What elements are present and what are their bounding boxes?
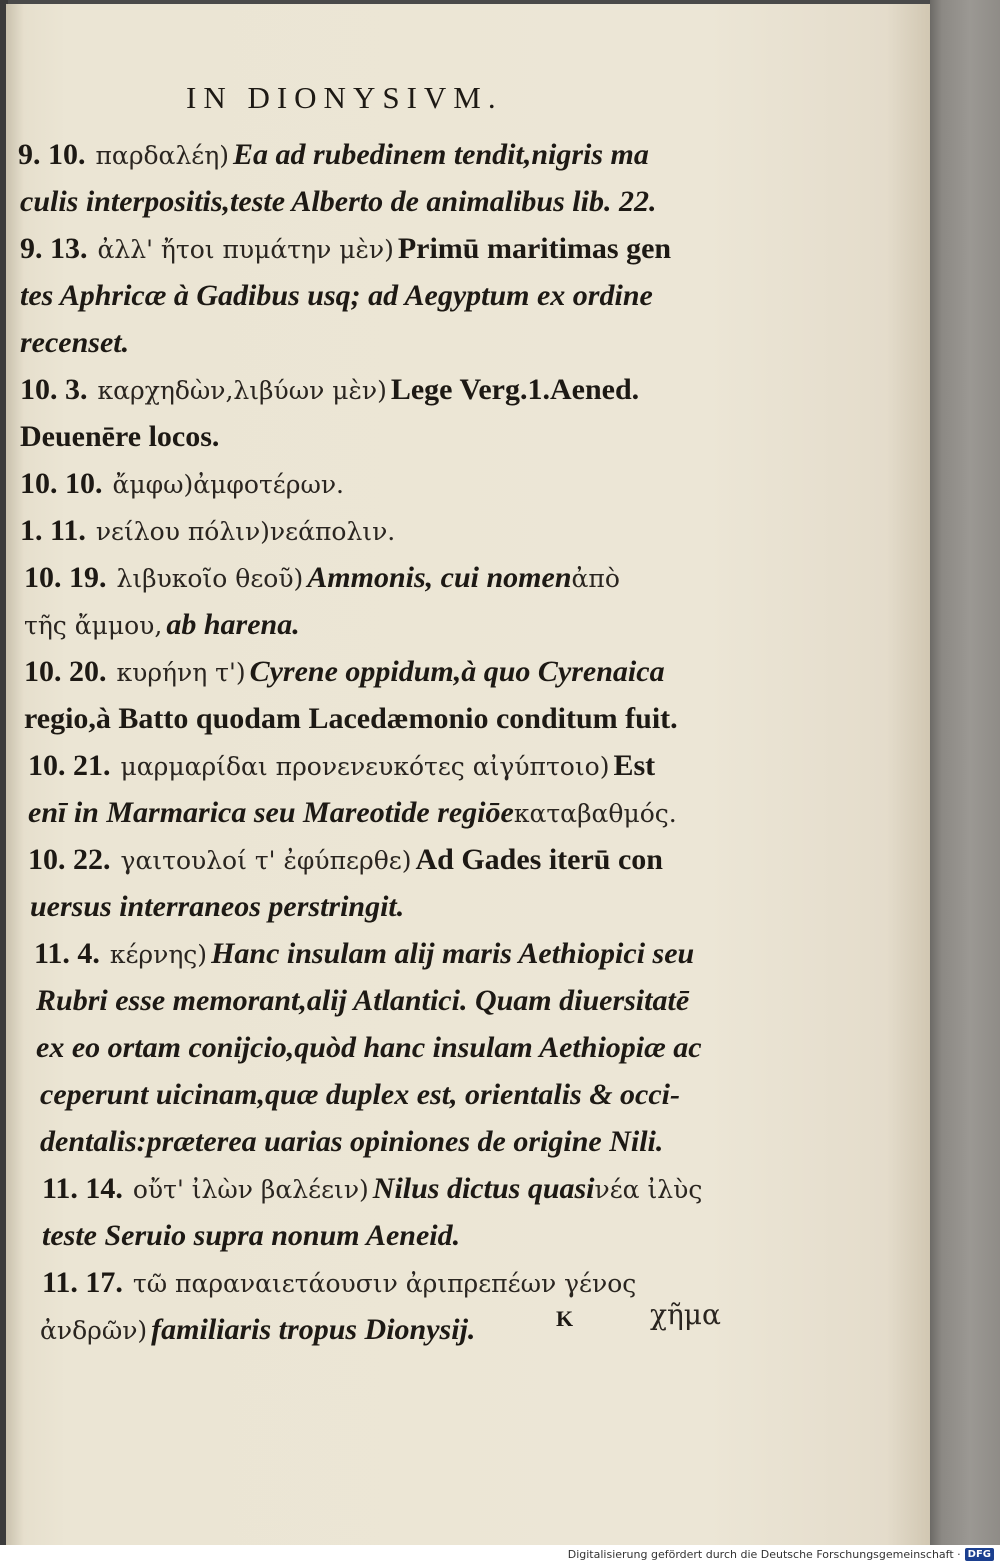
greek-lemma: ἄμφω)ἀμφοτέρων. bbox=[112, 470, 344, 499]
text-line bbox=[42, 1219, 460, 1253]
catchword: χῆμα bbox=[650, 1298, 721, 1331]
latin-gloss: Cyrene oppidum,à quo Cyrenaica bbox=[249, 655, 665, 688]
text-line bbox=[24, 702, 678, 736]
line-number: 10. 10. bbox=[20, 467, 103, 500]
roman-gloss: Primū maritimas gen bbox=[397, 232, 672, 265]
text-line bbox=[42, 1172, 706, 1206]
latin-gloss: enī in Marmarica seu Mareotide regiōe bbox=[28, 796, 514, 829]
text-line bbox=[28, 796, 681, 830]
latin-gloss: tes Aphricæ à Gadibus usq; ad Aegyptum ex ordine bbox=[20, 279, 653, 312]
line-number: 9. 10. bbox=[18, 138, 86, 171]
line-number: 11. 14. bbox=[42, 1172, 123, 1205]
latin-gloss: recenset. bbox=[20, 326, 130, 359]
line-number: 11. 17. bbox=[42, 1266, 123, 1299]
greek-lemma: οὔτ' ἰλὼν βαλέειν) bbox=[132, 1175, 369, 1204]
text-line bbox=[42, 1266, 640, 1300]
greek-lemma: μαρμαρίδαι προνενευκότες αἰγύπτοιο) bbox=[120, 752, 610, 781]
greek-lemma: κέρνης) bbox=[109, 940, 208, 969]
text-line bbox=[20, 232, 671, 266]
page-edge bbox=[930, 0, 1000, 1545]
line-number: 11. 4. bbox=[34, 937, 100, 970]
line-number: 10. 22. bbox=[28, 843, 111, 876]
latin-gloss: Hanc insulam alij maris Aethiopici seu bbox=[211, 937, 695, 970]
latin-gloss: Ammonis, cui nomen bbox=[307, 561, 572, 594]
text-line bbox=[30, 890, 404, 924]
running-header: IN DIONYSIVM. bbox=[186, 80, 503, 115]
text-line bbox=[36, 1031, 702, 1065]
text-line bbox=[34, 937, 694, 971]
greek-lemma: λιβυκοῖο θεοῦ) bbox=[116, 564, 304, 593]
text-line bbox=[20, 420, 219, 454]
text-line bbox=[20, 514, 399, 548]
text-line bbox=[18, 138, 649, 172]
line-number: 1. 11. bbox=[20, 514, 86, 547]
latin-gloss: uersus interraneos perstringit. bbox=[30, 890, 405, 923]
signature-mark: K bbox=[556, 1306, 574, 1331]
greek-lemma: τῶ παραναιετάουσιν ἀριπρεπέων γένος bbox=[132, 1269, 637, 1298]
line-number: 10. 20. bbox=[24, 655, 107, 688]
latin-gloss: culis interpositis,teste Alberto de animalibus lib. 22. bbox=[20, 185, 657, 218]
latin-gloss: Nilus dictus quasi bbox=[372, 1172, 595, 1205]
text-line bbox=[24, 608, 300, 642]
credit-text: Digitalisierung gefördert durch die Deutsche Forschungsgemeinschaft · bbox=[567, 1548, 961, 1561]
roman-gloss: Ad Gades iterū con bbox=[415, 843, 663, 876]
text-line bbox=[40, 1078, 680, 1112]
greek-lemma: παρδαλέη) bbox=[95, 141, 229, 170]
greek-lemma: τῆς ἄμμου, bbox=[24, 611, 163, 640]
latin-gloss: Rubri esse memorant,alij Atlantici. Quam diuersitatē bbox=[36, 984, 690, 1017]
greek-tail: ἀπὸ bbox=[571, 564, 620, 593]
text-line bbox=[20, 373, 639, 407]
text-line bbox=[28, 843, 663, 877]
text-line bbox=[40, 1313, 475, 1347]
roman-gloss: Deuenēre locos. bbox=[20, 420, 220, 453]
latin-gloss: ceperunt uicinam,quæ duplex est, orientalis & occi- bbox=[40, 1078, 681, 1111]
text-line bbox=[28, 749, 655, 783]
greek-tail: νέα ἰλὺς bbox=[594, 1175, 703, 1204]
line-number: 10. 21. bbox=[28, 749, 111, 782]
latin-gloss: dentalis:præterea uarias opiniones de origine Nili. bbox=[40, 1125, 664, 1158]
text-line bbox=[24, 561, 624, 595]
greek-lemma: κυρήνη τ') bbox=[116, 658, 246, 687]
roman-gloss: regio,à Batto quodam Lacedæmonio conditum fuit. bbox=[24, 702, 678, 735]
text-line bbox=[24, 655, 665, 689]
text-line bbox=[36, 984, 689, 1018]
greek-tail: καταβαθμός. bbox=[513, 799, 677, 828]
latin-gloss: Ea ad rubedinem tendit,nigris ma bbox=[232, 138, 649, 171]
text-line bbox=[20, 279, 653, 313]
latin-gloss: teste Seruio supra nonum Aeneid. bbox=[42, 1219, 461, 1252]
dfg-logo: DFG bbox=[965, 1548, 994, 1561]
roman-gloss: Est bbox=[613, 749, 656, 782]
latin-gloss: ab harena. bbox=[166, 608, 300, 641]
text-line bbox=[20, 185, 656, 219]
greek-lemma: καρχηδὼν,λιβύων μὲν) bbox=[97, 376, 387, 405]
greek-lemma: ἀνδρῶν) bbox=[40, 1316, 148, 1345]
digitization-credit bbox=[568, 1548, 994, 1561]
greek-lemma: γαιτουλοί τ' ἐφύπερθε) bbox=[120, 846, 412, 875]
greek-lemma: νείλου πόλιν)νεάπολιν. bbox=[95, 517, 396, 546]
greek-lemma: ἀλλ' ἤτοι πυμάτην μὲν) bbox=[97, 235, 394, 264]
line-number: 10. 19. bbox=[24, 561, 107, 594]
line-number: 10. 3. bbox=[20, 373, 88, 406]
line-number: 9. 13. bbox=[20, 232, 88, 265]
roman-gloss: Lege Verg.1.Aened. bbox=[390, 373, 640, 406]
latin-gloss: familiaris tropus Dionysij. bbox=[151, 1313, 476, 1346]
text-line bbox=[20, 467, 348, 501]
text-line bbox=[20, 326, 129, 360]
latin-gloss: ex eo ortam conijcio,quòd hanc insulam Aethiopiæ ac bbox=[36, 1031, 702, 1064]
text-line bbox=[40, 1125, 663, 1159]
